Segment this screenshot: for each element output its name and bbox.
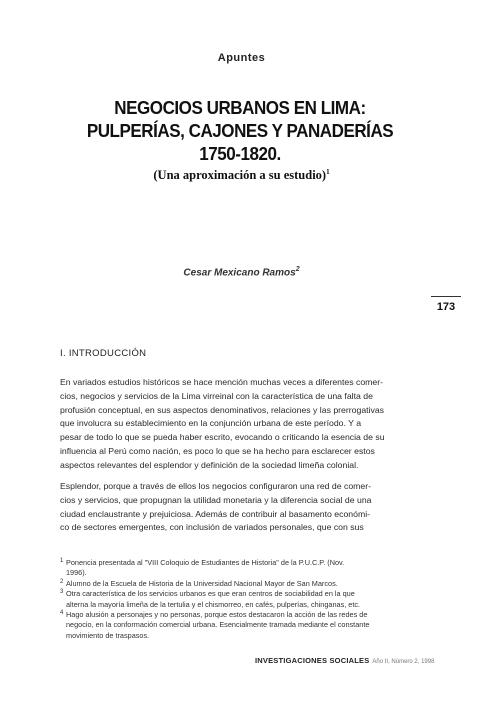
text-line: Esplendor, porque a través de ellos los negocios configuraron una red de comer- bbox=[60, 481, 372, 491]
footnote-ref[interactable]: 1 bbox=[326, 168, 330, 176]
title-line: 1750-1820. bbox=[199, 143, 281, 164]
footnote-mark: 4 bbox=[60, 610, 64, 617]
footnote-ref[interactable]: 2 bbox=[295, 266, 300, 273]
section-label: Apuntes bbox=[217, 52, 266, 64]
article-title bbox=[56, 96, 424, 165]
footnote-mark: 2 bbox=[60, 578, 64, 585]
page-number: 173 bbox=[436, 301, 456, 313]
subtitle-text: (Una aproximación a su estudio) bbox=[153, 168, 327, 183]
text-line: ciudad enclaustrante y prejuiciosa. Además de contribuir al basamento económi- bbox=[60, 508, 371, 519]
text-line: cios, negocios y servicios de la Lima virreinal con la característica de una falta de bbox=[60, 390, 373, 401]
text-line: co de sectores emergentes, con inclusión de variados personales, que con sus bbox=[60, 522, 364, 533]
journal-issue: Año II, Número 2, 1998 bbox=[372, 659, 435, 665]
text-line: cios y servicios, que propugnan la utilidad monetaria y la diferencia social de una bbox=[60, 494, 372, 505]
journal-name: INVESTIGACIONES SOCIALES bbox=[255, 656, 370, 665]
footnote-line: movimiento de traspasos. bbox=[66, 630, 150, 640]
footnote-line: Hago alusión a personajes y no personas, porque estos destacaron la acción de las redes de bbox=[66, 610, 368, 620]
text-line: influencia al Perú como nación, es poco lo que se ha hecho para esclarecer estos bbox=[60, 445, 375, 456]
body-paragraph bbox=[60, 376, 420, 473]
section-heading: I. INTRODUCCIÓN bbox=[60, 348, 147, 359]
text-line: En variados estudios históricos se hace mención muchas veces a diferentes comer- bbox=[60, 377, 384, 387]
author-name bbox=[0, 266, 483, 278]
footnote bbox=[60, 610, 420, 641]
author-text: Cesar Mexicano Ramos bbox=[183, 267, 296, 279]
footnote-line: Alumno de la Escuela de Historia de la Universidad Nacional Mayor de San Marcos. bbox=[66, 578, 338, 588]
footnote-line: alterna la mayoría limeña de la tertulia y el chismorreo, en cafés, pulperías, chinganas, etc. bbox=[66, 599, 361, 609]
footnote-mark: 3 bbox=[60, 589, 64, 596]
text-line: aspectos relevantes del esplendor y definición de la sociedad limeña colonial. bbox=[60, 459, 359, 470]
title-line: NEGOCIOS URBANOS EN LIMA: bbox=[114, 97, 366, 118]
text-line: pesar de todo lo que se pueda haber escrito, evocando o criticando la esencia de su bbox=[60, 432, 385, 443]
footnote bbox=[60, 589, 420, 610]
text-line: profusión conceptual, en sus aspectos denominativos, relaciones y las prerrogativas bbox=[60, 404, 385, 415]
body-paragraph bbox=[60, 480, 420, 535]
article-subtitle bbox=[0, 168, 483, 183]
page-number-rule bbox=[431, 296, 461, 297]
footnote bbox=[60, 558, 420, 579]
footnote-line: 1996). bbox=[66, 568, 87, 578]
footnote-line: negocio, en la conformación comercial urbana. Esencialmente tramada mediante el constante bbox=[66, 620, 370, 630]
footnote bbox=[60, 579, 420, 589]
footnotes bbox=[60, 558, 420, 641]
footnote-line: Ponencia presentada al "VIII Coloquio de Estudiantes de Historia" de la P.U.C.P. (Nov. bbox=[66, 558, 345, 567]
footnote-mark: 1 bbox=[60, 558, 64, 564]
text-line: que involucra su establecimiento en la conjunción urbana de este período. Y a bbox=[60, 418, 362, 429]
running-footer bbox=[255, 656, 434, 665]
footnote-line: Otra característica de los servicios urbanos es que eran centros de sociabilidad en la que bbox=[66, 589, 355, 599]
title-line: PULPERÍAS, CAJONES Y PANADERÍAS bbox=[86, 120, 394, 141]
